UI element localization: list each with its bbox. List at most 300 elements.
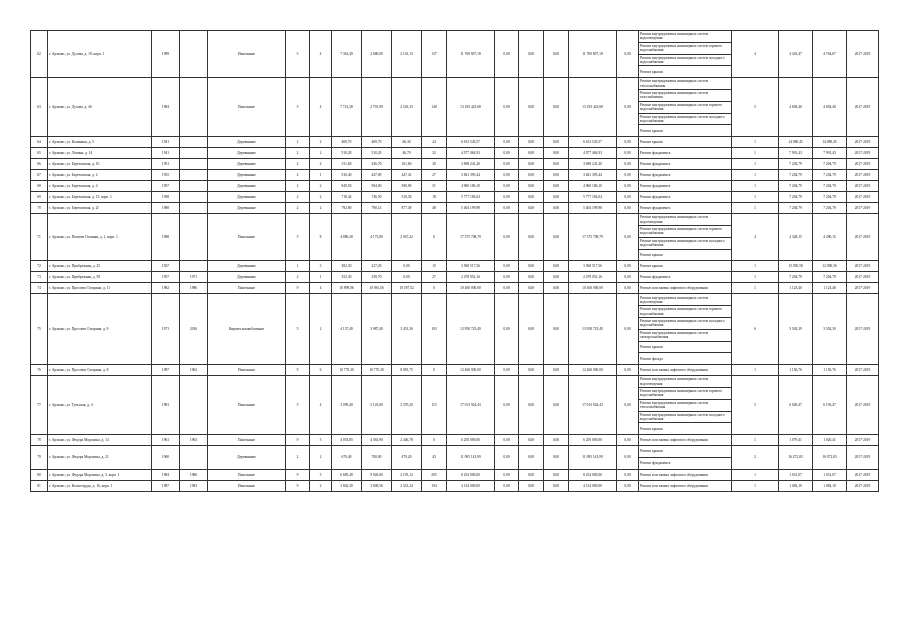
cell-c4: 0,00 <box>544 480 569 491</box>
cell-c2: 0,00 <box>495 170 519 181</box>
cell-c5: 4 134 000,00 <box>569 480 617 491</box>
cell-en: 4 <box>310 376 332 435</box>
cell-n: 74 <box>31 283 48 294</box>
cell-res: 0 <box>422 283 447 294</box>
cell-per: 2017-2019 <box>847 214 879 261</box>
cell-s2: 790,14 <box>362 203 392 214</box>
cell-s1: 792,80 <box>332 203 362 214</box>
cell-s3: 447,41 <box>392 170 422 181</box>
cell-y1: 1938 <box>152 192 180 203</box>
cell-c1: 11 095 143,99 <box>447 446 495 470</box>
cell-c4: 0,00 <box>544 376 569 435</box>
cell-fl: 2 <box>286 148 310 159</box>
cell-y2 <box>180 148 208 159</box>
cell-works <box>639 78 732 137</box>
cell-s1: 10 899,06 <box>332 283 362 294</box>
cell-c2: 0,00 <box>495 203 519 214</box>
work-item: Ремонт внутридомовых инженерных систем холодного водоснабжения <box>639 238 731 250</box>
cell-s2: 3 848,56 <box>362 480 392 491</box>
work-item: Ремонт или замена лифтового оборудования <box>640 472 708 477</box>
cell-s1: 4 880,28 <box>332 214 362 261</box>
cell-c1: 13 183 423,68 <box>447 78 495 137</box>
cell-c5: 11 095 143,99 <box>569 446 617 470</box>
cell-res: 0 <box>422 365 447 376</box>
cell-res: 32 <box>422 148 447 159</box>
cell-s2: 2 680,00 <box>362 31 392 78</box>
work-item: Ремонт внутридомовых инженерных систем холодного водоснабжения <box>639 55 731 67</box>
work-item: Ремонт фундамента <box>640 461 671 466</box>
cell-addr: г. Арзамас, ул. Березовская, д. 15, корп. 1 <box>48 192 152 203</box>
cell-res: 140 <box>422 78 447 137</box>
cell-res: 115 <box>422 376 447 435</box>
cell-res: 205 <box>422 469 447 480</box>
cell-y1: 1987 <box>152 365 180 376</box>
cell-y1: 1927 <box>152 261 180 272</box>
cell-u2: 7 204,79 <box>813 192 847 203</box>
table-row <box>31 261 879 272</box>
cell-c5: 4 077 464,93 <box>569 148 617 159</box>
work-item: Ремонт внутридомовых инженерных систем холодного водоснабжения <box>639 318 731 330</box>
cell-n: 73 <box>31 272 48 283</box>
document-page <box>30 30 878 492</box>
work-item: Ремонт фундамента <box>640 184 671 189</box>
cell-n: 79 <box>31 446 48 470</box>
table-row <box>31 272 879 283</box>
work-item: Ремонт внутридомовых инженерных систем водоотведения <box>639 214 731 226</box>
table-row <box>31 31 879 78</box>
cell-fl: 5 <box>286 214 310 261</box>
cell-per: 2017-2019 <box>847 469 879 480</box>
table-row <box>31 192 879 203</box>
cell-addr: г. Арзамас, ул. Проспект Гагарина, д. 8 <box>48 365 152 376</box>
cell-c5: 3 698 241,20 <box>569 159 617 170</box>
cell-c4: 0,00 <box>544 203 569 214</box>
work-item: Ремонт внутридомовых инженерных систем электроснабжения <box>639 330 731 342</box>
cell-fl: 1 <box>286 261 310 272</box>
cell-y2 <box>180 446 208 470</box>
cell-s2: 510,20 <box>362 148 392 159</box>
cell-u1: 1 079,41 <box>779 435 813 446</box>
cell-c6: 0,00 <box>617 203 639 214</box>
cell-c5: 17 375 708,79 <box>569 214 617 261</box>
cell-u2: 12 090,56 <box>813 261 847 272</box>
cell-k: 5 <box>732 376 779 435</box>
cell-per: 2017-2019 <box>847 170 879 181</box>
cell-per: 2017-2019 <box>847 446 879 470</box>
cell-en: 2 <box>310 159 332 170</box>
cell-y2 <box>180 261 208 272</box>
cell-c6: 0,00 <box>617 148 639 159</box>
cell-en: 1 <box>310 272 332 283</box>
cell-y1: 1989 <box>152 31 180 78</box>
cell-n: 76 <box>31 365 48 376</box>
cell-c5: 3 841 395,44 <box>569 170 617 181</box>
cell-u2: 7 991,43 <box>813 148 847 159</box>
cell-c3: 0,00 <box>519 78 544 137</box>
cell-u1: 1 156,76 <box>779 365 813 376</box>
work-item: Ремонт крыши <box>639 342 731 354</box>
cell-s2: 258,70 <box>362 272 392 283</box>
cell-per: 2017-2019 <box>847 283 879 294</box>
cell-c5: 13 183 423,68 <box>569 78 617 137</box>
work-item: Ремонт внутридомовых инженерных систем горячего водоснабжения <box>639 388 731 400</box>
cell-c3: 0,00 <box>519 272 544 283</box>
cell-u1: 3 502,39 <box>779 294 813 365</box>
cell-s1: 670,40 <box>332 446 362 470</box>
cell-u1: 1 123,40 <box>779 283 813 294</box>
cell-works <box>639 148 732 159</box>
cell-y1: 1961 <box>152 435 180 446</box>
cell-s3: 877,49 <box>392 203 422 214</box>
cell-c1: 5 404 199,98 <box>447 203 495 214</box>
cell-fl: 2 <box>286 446 310 470</box>
cell-y1: 1984 <box>152 469 180 480</box>
cell-per: 2017-2019 <box>847 365 879 376</box>
cell-c4: 0,00 <box>544 78 569 137</box>
cell-u2: 1 156,76 <box>813 365 847 376</box>
cell-s1: 4 137,40 <box>332 294 362 365</box>
cell-s2: 436,70 <box>362 159 392 170</box>
cell-en: 3 <box>310 261 332 272</box>
cell-addr: г. Арзамас, ул. Пошехи Осенняя, д. 1, корп. 1 <box>48 214 152 261</box>
cell-c4: 0,00 <box>544 170 569 181</box>
cell-c5: 3 568 517,56 <box>569 261 617 272</box>
cell-c6: 0,00 <box>617 435 639 446</box>
cell-n: 75 <box>31 294 48 365</box>
cell-works <box>639 261 732 272</box>
cell-res: 24 <box>422 137 447 148</box>
cell-y1: 1957 <box>152 181 180 192</box>
cell-k: 1 <box>732 181 779 192</box>
cell-y2 <box>180 181 208 192</box>
table-row <box>31 203 879 214</box>
cell-per: 2017-2019 <box>847 376 879 435</box>
cell-u2: 7 204,79 <box>813 170 847 181</box>
work-item: Ремонт фундамента <box>640 275 671 280</box>
cell-addr: г. Арзамас, ул. Березовская, д. 2l <box>48 203 152 214</box>
cell-c1: 6 613 545,57 <box>447 137 495 148</box>
cell-c5: 11 769 697,18 <box>569 31 617 78</box>
cell-fl: 5 <box>286 294 310 365</box>
cell-s1: 282,30 <box>332 261 362 272</box>
cell-u2: 16 072,83 <box>813 446 847 470</box>
cell-per: 2017-2019 <box>847 181 879 192</box>
work-item: Ремонт крыши <box>640 69 663 74</box>
cell-s1: 3 099,40 <box>332 376 362 435</box>
cell-c2: 0,00 <box>495 283 519 294</box>
cell-c4: 0,00 <box>544 159 569 170</box>
cell-y1: 1988 <box>152 214 180 261</box>
cell-y2: 1962 <box>180 365 208 376</box>
cell-c6: 0,00 <box>617 294 639 365</box>
cell-mat: Деревянные <box>208 170 286 181</box>
cell-addr: г. Арзамас, ул. Березовская, д. 2 <box>48 170 152 181</box>
cell-mat: Кирпич шлакоблочные <box>208 294 286 365</box>
cell-k: 1 <box>732 272 779 283</box>
cell-y1: 1941 <box>152 148 180 159</box>
cell-c6: 0,00 <box>617 181 639 192</box>
cell-c4: 0,00 <box>544 435 569 446</box>
cell-y2 <box>180 78 208 137</box>
cell-per: 2017-2019 <box>847 159 879 170</box>
cell-c2: 0,00 <box>495 181 519 192</box>
cell-c5: 5 404 199,98 <box>569 203 617 214</box>
cell-n: 65 <box>31 148 48 159</box>
cell-c2: 0,00 <box>495 365 519 376</box>
cell-s2: 2 701,99 <box>362 78 392 137</box>
cell-y2 <box>180 214 208 261</box>
cell-addr: г. Арзамас, ул. Федора Морохина, д. 14 <box>48 435 152 446</box>
cell-res: 0 <box>422 214 447 261</box>
cell-c5: 2 478 052,16 <box>569 272 617 283</box>
cell-c4: 0,00 <box>544 446 569 470</box>
cell-addr: г. Арзамас, ул. Березовская, д. 4 <box>48 181 152 192</box>
cell-c6: 0,00 <box>617 261 639 272</box>
cell-addr: г. Арзамас, ул. Березовская, д. 10 <box>48 159 152 170</box>
cell-y1: 1955 <box>152 170 180 181</box>
cell-fl: 9 <box>286 469 310 480</box>
cell-per: 2017-2019 <box>847 272 879 283</box>
work-item: Ремонт крыши <box>640 252 663 257</box>
work-item: Ремонт фасада <box>640 356 663 361</box>
cell-c1: 11 769 697,18 <box>447 31 495 78</box>
cell-c6: 0,00 <box>617 159 639 170</box>
cell-fl: 2 <box>286 272 310 283</box>
work-item: Ремонт внутридомовых инженерных систем горячего водоснабжения <box>639 306 731 318</box>
cell-y1: 1987 <box>152 480 180 491</box>
cell-c3: 0,00 <box>519 170 544 181</box>
cell-y2: 1963 <box>180 435 208 446</box>
cell-u2: 1 031,07 <box>813 469 847 480</box>
work-item: Ремонт крыши <box>640 264 663 269</box>
cell-u1: 7 991,43 <box>779 148 813 159</box>
cell-c2: 0,00 <box>495 435 519 446</box>
cell-c4: 0,00 <box>544 365 569 376</box>
cell-s1: 511,60 <box>332 159 362 170</box>
cell-c6: 0,00 <box>617 446 639 470</box>
cell-k: 1 <box>732 365 779 376</box>
cell-c3: 0,00 <box>519 31 544 78</box>
cell-c2: 0,00 <box>495 148 519 159</box>
table-row <box>31 283 879 294</box>
cell-en: 5 <box>310 435 332 446</box>
cell-s3: 8 081,75 <box>392 365 422 376</box>
cell-s3: 2 331,24 <box>392 480 422 491</box>
cell-c6: 0,00 <box>617 365 639 376</box>
cell-s2: 3 987,40 <box>362 294 392 365</box>
cell-y1: 1981 <box>152 376 180 435</box>
cell-res: 137 <box>422 31 447 78</box>
cell-n: 69 <box>31 192 48 203</box>
cell-mat: Панельные <box>208 469 286 480</box>
work-item: Ремонт фундамента <box>640 162 671 167</box>
cell-s2: 746,50 <box>362 192 392 203</box>
work-item: Ремонт внутридомовых инженерных систем теплоснабжения <box>639 78 731 90</box>
cell-s2: 10 770,30 <box>362 365 392 376</box>
cell-c1: 13 958 723,49 <box>447 294 495 365</box>
cell-y2 <box>180 376 208 435</box>
cell-y1: 1971 <box>152 294 180 365</box>
cell-s1: 7 361,49 <box>332 31 362 78</box>
cell-u2: 7 204,79 <box>813 203 847 214</box>
work-item: Ремонт крыши <box>640 426 663 431</box>
cell-c3: 0,00 <box>519 181 544 192</box>
cell-works <box>639 159 732 170</box>
work-item: Ремонт внутридомовых инженерных систем горячего водоснабжения <box>639 43 731 55</box>
cell-s1: 510,20 <box>332 148 362 159</box>
cell-u1: 4 328,15 <box>779 214 813 261</box>
cell-u1: 14 080,45 <box>779 137 813 148</box>
cell-u1: 15 050,58 <box>779 261 813 272</box>
cell-c1: 6 250 000,00 <box>447 435 495 446</box>
cell-k: 1 <box>732 435 779 446</box>
cell-c2: 0,00 <box>495 469 519 480</box>
cell-c6: 0,00 <box>617 283 639 294</box>
work-item: Ремонт внутридомовых инженерных систем водоотведения <box>639 376 731 388</box>
cell-u2: 6 193,47 <box>813 376 847 435</box>
cell-works <box>639 181 732 192</box>
cell-en: 2 <box>310 446 332 470</box>
cell-en: 2 <box>310 137 332 148</box>
work-item: Ремонт внутридомовых инженерных систем холодного водоснабжения <box>639 114 731 126</box>
cell-fl: 2 <box>286 192 310 203</box>
cell-fl: 2 <box>286 159 310 170</box>
cell-s3: 2 446,78 <box>392 435 422 446</box>
cell-y2 <box>180 203 208 214</box>
cell-per: 2017-2019 <box>847 480 879 491</box>
work-item: Ремонт фундамента <box>640 206 671 211</box>
table-row <box>31 480 879 491</box>
cell-fl: 2 <box>286 170 310 181</box>
cell-u2: 1 020,41 <box>813 435 847 446</box>
cell-n: 81 <box>31 480 48 491</box>
cell-y2 <box>180 170 208 181</box>
cell-c3: 0,00 <box>519 148 544 159</box>
cell-u2: 4 280,15 <box>813 214 847 261</box>
cell-c5: 13 958 723,49 <box>569 294 617 365</box>
cell-works <box>639 283 732 294</box>
cell-s3: 2 193,12 <box>392 469 422 480</box>
cell-u1: 7 204,79 <box>779 203 813 214</box>
cell-y2 <box>180 137 208 148</box>
cell-s3: 2 543,33 <box>392 78 422 137</box>
cell-y2 <box>180 192 208 203</box>
cell-s1: 718,42 <box>332 192 362 203</box>
cell-u2: 7 204,79 <box>813 272 847 283</box>
cell-s1: 469,70 <box>332 137 362 148</box>
table-row <box>31 159 879 170</box>
cell-res: 48 <box>422 203 447 214</box>
table-row <box>31 435 879 446</box>
cell-c4: 0,00 <box>544 192 569 203</box>
cell-mat: Деревянные <box>208 137 286 148</box>
cell-s2: 10 981,56 <box>362 283 392 294</box>
cell-s2: 3 143,00 <box>362 376 392 435</box>
cell-c3: 0,00 <box>519 365 544 376</box>
cell-c4: 0,00 <box>544 261 569 272</box>
cell-c1: 3 698 241,20 <box>447 159 495 170</box>
cell-u1: 7 204,79 <box>779 159 813 170</box>
cell-n: 70 <box>31 203 48 214</box>
cell-u2: 1 123,40 <box>813 283 847 294</box>
cell-mat: Панельные <box>208 376 286 435</box>
cell-c2: 0,00 <box>495 78 519 137</box>
cell-c2: 0,00 <box>495 480 519 491</box>
cell-per: 2017-2019 <box>847 294 879 365</box>
work-item: Ремонт или замена лифтового оборудования <box>640 368 708 373</box>
cell-addr: г. Арзамас, ул. Тульская, д. 4 <box>48 376 152 435</box>
cell-mat: Панельные <box>208 214 286 261</box>
cell-addr: г. Арзамас, ул. Ленина, д. 14 <box>48 148 152 159</box>
work-item: Ремонт внутридомовых инженерных систем водоотведения <box>639 294 731 306</box>
cell-mat: Панельные <box>208 283 286 294</box>
cell-c1: 12 460 000,00 <box>447 365 495 376</box>
cell-c4: 0,00 <box>544 137 569 148</box>
cell-fl: 9 <box>286 365 310 376</box>
cell-en: 4 <box>310 283 332 294</box>
cell-fl: 9 <box>286 283 310 294</box>
table-row <box>31 181 879 192</box>
cell-s2: 584,00 <box>362 181 392 192</box>
cell-works <box>639 137 732 148</box>
cell-y1: 1957 <box>152 272 180 283</box>
cell-en: 2 <box>310 203 332 214</box>
capital-repair-table <box>30 30 879 492</box>
cell-mat: Панельные <box>208 365 286 376</box>
cell-per: 2017-2019 <box>847 31 879 78</box>
cell-c3: 0,00 <box>519 376 544 435</box>
cell-c6: 0,00 <box>617 170 639 181</box>
cell-c2: 0,00 <box>495 137 519 148</box>
cell-mat: Деревянные <box>208 148 286 159</box>
cell-per: 2017-2019 <box>847 78 879 137</box>
cell-mat: Панельные <box>208 31 286 78</box>
cell-y2: 1971 <box>180 272 208 283</box>
cell-per: 2017-2019 <box>847 203 879 214</box>
cell-addr: г. Арзамас, ул. Калинина, д. 5 <box>48 137 152 148</box>
cell-k: 1 <box>732 469 779 480</box>
cell-s2: 4 173,80 <box>362 214 392 261</box>
cell-mat: Панельные <box>208 480 286 491</box>
cell-addr: г. Арзамас, ул. Прибрежная, д. 25 <box>48 261 152 272</box>
cell-addr: г. Арзамас, ул. Духова, д. 19, корп. 1 <box>48 31 152 78</box>
cell-res: 31 <box>422 181 447 192</box>
cell-c3: 0,00 <box>519 469 544 480</box>
table-body <box>31 31 879 492</box>
cell-k: 1 <box>732 192 779 203</box>
cell-en: 2 <box>310 480 332 491</box>
cell-y2 <box>180 159 208 170</box>
cell-n: 67 <box>31 170 48 181</box>
cell-c6: 0,00 <box>617 480 639 491</box>
cell-k: 1 <box>732 480 779 491</box>
cell-c2: 0,00 <box>495 272 519 283</box>
cell-c3: 0,00 <box>519 294 544 365</box>
cell-mat: Деревянные <box>208 181 286 192</box>
cell-n: 66 <box>31 159 48 170</box>
cell-c6: 0,00 <box>617 214 639 261</box>
cell-n: 78 <box>31 435 48 446</box>
cell-en: 6 <box>310 365 332 376</box>
cell-y1: 1960 <box>152 446 180 470</box>
cell-c6: 0,00 <box>617 272 639 283</box>
cell-c4: 0,00 <box>544 148 569 159</box>
cell-c1: 4 960 186,10 <box>447 181 495 192</box>
cell-u1: 4 694,40 <box>779 78 813 137</box>
cell-s3: 10 187,52 <box>392 283 422 294</box>
work-item: Ремонт крыши <box>640 128 663 133</box>
work-item: Ремонт внутридомовых инженерных систем теплоснабжения <box>639 400 731 412</box>
